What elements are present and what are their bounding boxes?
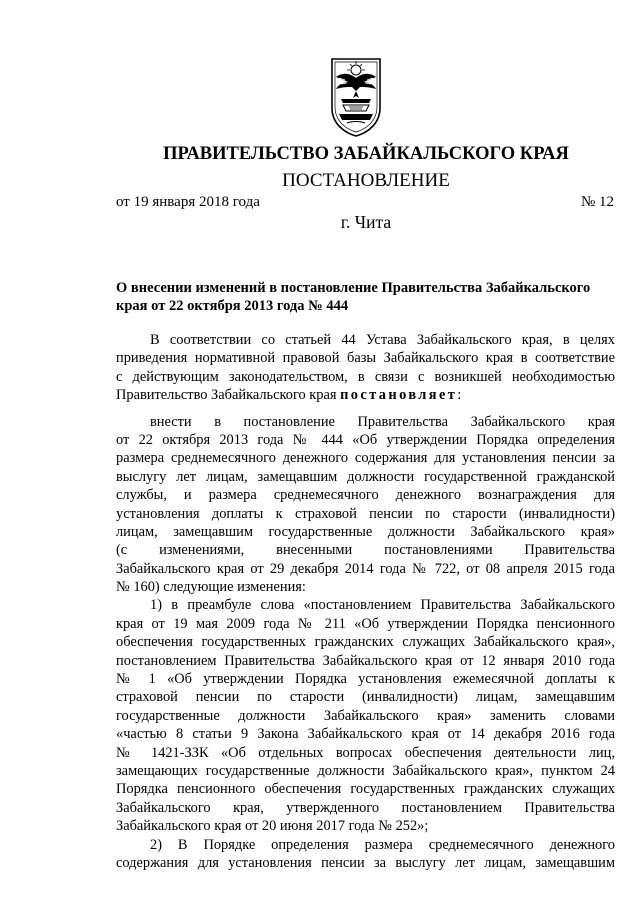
decree-keyword: постановляет [340,387,458,404]
subject-line: О внесении изменений в постановление Правительства Забайкальского [116,280,591,296]
item2-line: 2) В Порядке определения размера среднемесячного денежного [150,836,615,853]
item1-line: «частью 8 статьи 9 Закона Забайкальского края от 14 декабря 2016 года [116,726,615,743]
preamble-line: В соответствии со статьей 44 Устава Забайкальского края, в целях [150,332,615,348]
document-number: № 12 [580,194,614,210]
decree-line: установления доплаты к страховой пенсии по старости (инвалидности) [116,505,615,522]
item1-line: Порядка пенсионного обеспечения государственных гражданских служащих [116,781,615,798]
item1-line: края от 19 мая 2009 года № 211 «Об утверждении Порядка пенсионного [116,615,615,632]
item1-line: № 1421-ЗЗК «Об отдельных вопросах обеспечения деятельности лиц, [116,744,615,761]
decree-line: (с изменениями, внесенными постановлениями Правительства [116,542,615,559]
decree-line: от 22 октября 2013 года № 444 «Об утверждении Порядка определения [116,431,615,448]
document-type: ПОСТАНОВЛЕНИЕ [282,170,450,191]
preamble-line: приведения нормативной правовой базы Забайкальского края в соответствие [116,350,615,367]
government-title: ПРАВИТЕЛЬСТВО ЗАБАЙКАЛЬСКОГО КРАЯ [163,144,569,164]
item1-line: замещающих государственные должности Забайкальского края», пунктом 24 [116,762,615,779]
preamble-prefix: Правительство Забайкальского края [116,387,341,404]
item1-line: обеспечения государственных гражданских служащих Забайкальского края», [116,634,615,651]
item2-line: содержания для установления пенсии за выслугу лет лицам, замещавшим [116,854,615,871]
decree-line: службы, и размера среднемесячного денежного вознаграждения для [116,487,615,504]
decree-line: Забайкальского края от 29 декабря 2014 года № 722, от 08 апреля 2015 года [116,560,615,577]
document-subject [116,279,616,315]
decree-line: размера среднемесячного денежного содержания для установления пенсии за [116,450,615,467]
item1-line: № 1 «Об утверждении Порядка установления ежемесячной доплаты к [116,671,615,688]
document-body [116,331,615,872]
document-city: г. Чита [340,212,392,232]
item1-line: Забайкальского края от 20 июня 2017 года № 252»; [116,818,429,835]
decree-line: внести в постановление Правительства Забайкальского края [150,413,615,430]
item1-line: Забайкальского края, утвержденного постановлением Правительства [116,799,615,816]
subject-line: края от 22 октября 2013 года № 444 [116,298,349,314]
item1-line: 1) в преамбуле слова «постановлением Правительства Забайкальского [150,597,615,614]
preamble-suffix: : [457,387,462,404]
item1-line: государственные должности Забайкальского края» заменить словами [116,707,615,724]
item1-line: страховой пенсии по старости (инвалидности) лицам, замещавшим [116,689,615,706]
decree-line: № 160) следующие изменения: [116,579,306,596]
coat-of-arms-emblem [329,56,383,138]
decree-line: лицам, замещавшим государственные должности Забайкальского края» [116,523,615,540]
preamble-line: с действующим законодательством, в связи с возникшей необходимостью [116,368,615,385]
paragraph-gap [116,405,615,413]
decree-line: выслугу лет лицам, замещавшим должности государственной гражданской [116,468,615,485]
item1-line: постановлением Правительства Забайкальского края от 12 января 2010 года [116,652,615,669]
preamble-line [116,386,615,404]
document-date: от 19 января 2018 года [116,194,260,210]
